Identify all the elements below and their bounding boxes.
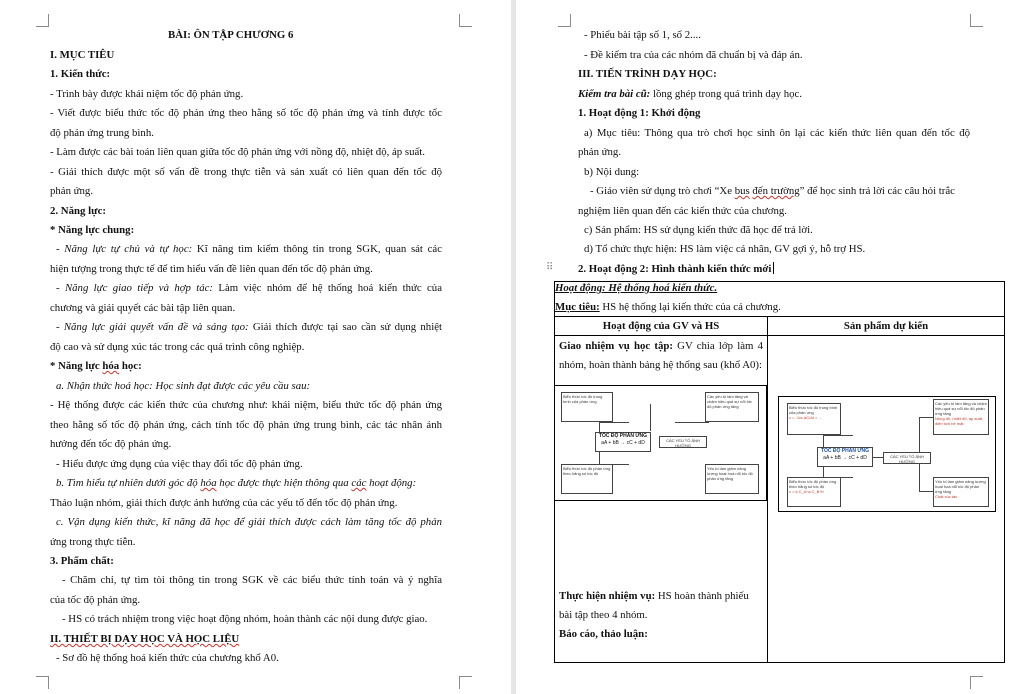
product-cell	[768, 336, 1005, 663]
paragraph-line: d) Tổ chức thực hiện: HS làm việc cá nhân, GV gợi ý, hỗ trợ HS.	[584, 243, 866, 255]
task-assignment: Giao nhiệm vụ học tập: GV chia lớp làm 4 nhóm, hoàn thành bảng hệ thống sau (khổ A0):	[559, 340, 763, 371]
diagram-box: Các yếu tố làm tăng và chậm hiệu quả sự nổi tốc độ phản ứng tăng	[705, 392, 759, 422]
paragraph-line: của tốc độ phản ứng.	[50, 594, 141, 606]
subheading-competence: 2. Năng lực:	[50, 205, 106, 217]
section-heading-equipment: II. THIẾT BỊ DẠY HỌC VÀ HỌC LIỆU	[50, 633, 240, 645]
diagram-factor-box: CÁC YẾU TỐ ẢNH HƯỞNG	[659, 436, 707, 448]
crop-mark	[36, 676, 49, 689]
subheading-qualities: 3. Phẩm chất:	[50, 555, 114, 567]
activity-cell	[555, 336, 768, 663]
section-heading-process: III. TIẾN TRÌNH DẠY HỌC:	[578, 68, 717, 80]
diagram-factor-box: CÁC YẾU TỐ ẢNH HƯỞNG	[883, 452, 931, 464]
section-heading-objectives: I. MỤC TIÊU	[50, 49, 115, 61]
subheading-chemistry-competence: * Năng lực hóa học:	[50, 360, 142, 372]
lesson-title: BÀI: ÔN TẬP CHƯƠNG 6	[168, 29, 294, 41]
paragraph-line: nghiệm liên quan đến các kiến thức của chương.	[578, 205, 787, 217]
objective-text: Mục tiêu: HS hệ thống lại kiến thức của cả chương.	[555, 301, 781, 313]
diagram-box: Biểu thức tốc độ phản ứng theo hằng số tốc độ	[561, 464, 613, 494]
paragraph-line: c. Vận dụng kiến thức, kĩ năng đã học để giải thích được cách làm tăng tốc độ phản	[56, 516, 442, 528]
paragraph-line: phản ứng.	[50, 185, 94, 197]
paragraph-line: Thảo luận nhóm, giải thích được ảnh hưởng của các yếu tố đến tốc độ phản ứng.	[50, 497, 398, 509]
table-row	[555, 336, 1005, 663]
text-cursor	[773, 262, 774, 274]
paragraph-line: b. Tìm hiểu tự nhiên dưới góc độ hóa học được thực hiện thông qua các hoạt động:	[56, 477, 417, 489]
table-row	[555, 282, 1005, 317]
paragraph-line: c) Sản phẩm: HS sử dụng kiến thức đã học để trả lời.	[584, 224, 813, 236]
report-discussion: Báo cáo, thảo luận:	[559, 628, 648, 640]
activity-table	[554, 281, 1005, 663]
diagram-box: Biểu thức tốc độ trung bình của phản ứng	[561, 392, 613, 422]
diagram-box: Yếu tố làm giảm năng lượng hoạt hoá nổi tốc độ phản ứng tăng Chất xúc tác	[933, 477, 989, 507]
knowledge-diagram-template	[554, 385, 767, 501]
diagram-box: Biểu thức tốc độ trung bình của phản ứng v = -1/a ΔC/Δt = ...	[787, 403, 841, 435]
paragraph-line: hiện tượng trong thực tế để tìm hiểu vấn đề liên quan đến tốc độ phản ứng.	[50, 263, 373, 275]
paragraph-line: - Giáo viên sử dụng trò chơi “Xe bus đến trường” để học sinh trả lời các câu hỏi trắc	[590, 185, 955, 197]
diagram-box: Các yếu tố làm tăng và chậm hiệu quả sự nổi tốc độ phản ứng tăng Nồng độ, nhiệt độ, áp suất, diện tích bề mặt	[933, 399, 989, 435]
paragraph-line: - Sơ đồ hệ thống hoá kiến thức của chương khổ A0.	[56, 652, 279, 664]
task-execution: Thực hiện nhiệm vụ: HS hoàn thành phiếu bài tập theo 4 nhóm.	[559, 590, 749, 621]
column-header: Hoạt động của GV và HS	[555, 317, 768, 336]
paragraph-line: - Năng lực giao tiếp và hợp tác: Làm việc nhóm để hệ thống hoá kiến thức của	[56, 282, 442, 294]
crop-mark	[970, 676, 983, 689]
paragraph-line: theo hằng số tốc độ phản ứng, cách tính tốc độ phản ứng trung bình, các tác nhân ảnh	[50, 419, 442, 431]
paragraph-line: chương và giải quyết các bài tập liên quan.	[50, 302, 236, 314]
paragraph-line: a. Nhận thức hoá học: Học sinh đạt được các yêu cầu sau:	[56, 380, 311, 392]
crop-mark	[459, 14, 472, 27]
knowledge-diagram-filled	[778, 396, 996, 512]
diagram-center: TỐC ĐỘ PHẢN ỨNG aA + bB → cC + dD	[595, 432, 651, 452]
paragraph-line: ứng trong thực tiễn.	[50, 536, 136, 548]
crop-mark	[36, 14, 49, 27]
paragraph-line: Kiểm tra bài cũ: lồng ghép trong quá trình dạy học.	[578, 88, 803, 100]
paragraph-line: a) Mục tiêu: Thông qua trò chơi học sinh ôn lại các kiến thức liên quan đến tốc độ	[584, 127, 970, 139]
paragraph-line: - Trình bày được khái niệm tốc độ phản ứng.	[50, 88, 244, 100]
activity-1-heading: 1. Hoạt động 1: Khởi động	[578, 107, 701, 119]
activity-label: Hoạt động: Hệ thống hoá kiến thức.	[555, 282, 718, 294]
paragraph-line: - Hệ thống được các kiến thức của chương như: khái niệm, biểu thức tốc độ phản ứng	[50, 399, 442, 411]
paragraph-line: b) Nội dung:	[584, 166, 640, 178]
paragraph-line: - Năng lực tự chủ và tự học: Kĩ năng tìm kiếm thông tin trong SGK, quan sát các	[56, 243, 442, 255]
table-row	[555, 317, 1005, 336]
paragraph-line: - Đề kiểm tra của các nhóm đã chuẩn bị và đáp án.	[584, 49, 803, 61]
table-header-cell	[555, 282, 1005, 317]
paragraph-line: - Làm được các bài toán liên quan giữa tốc độ phản ứng với nồng độ, nhiệt độ, áp suất.	[50, 146, 425, 158]
paragraph-line: - Giải thích được một số vấn đề trong thực tiễn và sản xuất có liên quan đến tốc độ	[50, 166, 442, 178]
crop-mark	[970, 14, 983, 27]
paragraph-line: - Phiếu bài tập số 1, số 2....	[584, 29, 701, 41]
crop-mark	[558, 14, 571, 27]
paragraph-line: độ cao và sử dụng xúc tác trong các quá trình công nghiệp.	[50, 341, 305, 353]
drag-handle-icon[interactable]: ⠿	[546, 262, 553, 273]
activity-2-heading[interactable]: 2. Hoạt động 2: Hình thành kiến thức mới	[578, 262, 774, 276]
paragraph-line: - Năng lực giải quyết vấn đề và sáng tạo: Giải thích được tại sao cần sử dụng nhiệt	[56, 321, 442, 333]
diagram-center: TỐC ĐỘ PHẢN ỨNG aA + bB → cC + dD	[817, 447, 873, 467]
paragraph-line: hưởng đến tốc độ phản ứng.	[50, 438, 172, 450]
paragraph-line: - HS có trách nhiệm trong việc hoạt động nhóm, hoàn thành các nội dung được giao.	[62, 613, 428, 625]
column-header: Sản phẩm dự kiến	[768, 317, 1005, 336]
paragraph-line: - Hiểu được ứng dụng của việc thay đổi tốc độ phản ứng.	[56, 458, 303, 470]
diagram-box: Biểu thức tốc độ phản ứng theo hằng số tốc độ v = k.C_A^a.C_B^b	[787, 477, 841, 507]
subheading-general-competence: * Năng lực chung:	[50, 224, 135, 236]
paragraph-line: độ phản ứng trung bình.	[50, 127, 154, 139]
paragraph-line: phản ứng.	[578, 146, 622, 158]
crop-mark	[459, 676, 472, 689]
paragraph-line: - Chăm chỉ, tự tìm tòi thông tin trong SGK về các biểu thức tính toán và ý nghĩa	[62, 574, 442, 586]
subheading-knowledge: 1. Kiến thức:	[50, 68, 111, 80]
diagram-box: Yếu tố làm giảm năng lượng hoạt hoá nổi tốc độ phản ứng tăng	[705, 464, 759, 494]
paragraph-line: - Viết được biểu thức tốc độ phản ứng theo hằng số tốc độ phản ứng và tính được tốc	[50, 107, 442, 119]
